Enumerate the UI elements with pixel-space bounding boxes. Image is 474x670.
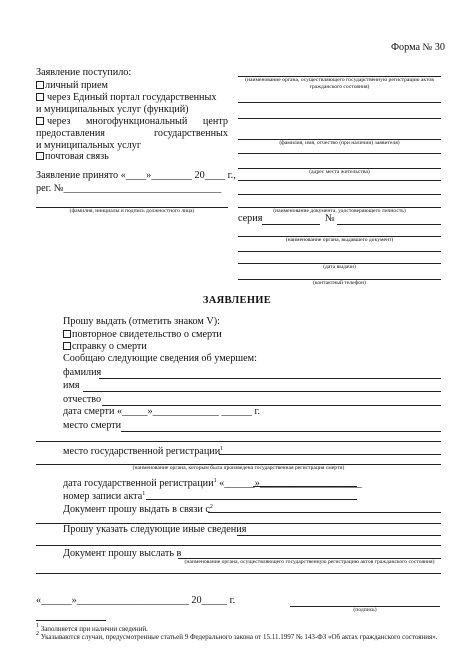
reg-organ-caption: (наименование органа, которым была произведена государственная регистрация смерти) [132,465,345,471]
number-input[interactable] [337,224,441,225]
send-to-input-2[interactable] [36,573,441,574]
death-place-input-2[interactable] [36,441,441,442]
official-caption: (фамилия, инициалы и подпись должностного лица) [69,208,195,214]
option-personal [36,80,108,92]
reg-date-footnote-mark: 1 [213,478,217,484]
surname-input[interactable] [99,378,441,379]
signature-date-line: «______»______________________ 20_____ г. [36,595,236,606]
name-label: имя [63,380,80,391]
footnote-2-mark: 2 [36,631,39,637]
signature-caption: (подпись) [353,607,377,613]
mfc-line2-text: предоставления государственных [36,128,228,139]
footnote-1-mark: 1 [36,623,39,629]
record-no-input[interactable] [146,499,357,500]
reason-footnote-mark: 2 [209,504,213,510]
checkbox-portal[interactable] [36,93,44,101]
reason-line [63,501,213,516]
organ-caption: (наименование органа, осуществляющего государственную регистрацию актов гражданского состояния) [245,77,434,90]
request-label: Прошу выдать (отметить знаком V): [63,316,220,327]
option-repeat-certificate-label: повторное свидетельство о смерти [72,329,222,340]
option-mfc [36,116,45,128]
series-label: серия [238,213,263,224]
option-portal-line2: и муниципальных услуг (функций) [36,104,189,115]
issuer-caption: (наименование органа, выдавшего документ) [285,237,394,243]
reg-organ-line[interactable] [36,464,441,465]
reg-place-footnote-mark: 1 [220,446,224,452]
form-number: Форма № 30 [391,42,445,53]
issuer-line-2[interactable] [238,251,441,252]
accepted-line: Заявление принято «____»________ 20____ г., [36,170,236,181]
send-to-label: Документ прошу выслать в [63,548,182,559]
record-no-footnote-mark: 1 [142,491,146,497]
mfc-word-3: центр [202,116,228,127]
reason-text: Документ прошу выдать в связи с [63,504,210,515]
other-info-label: Прошу указать следующие иные сведения [63,524,247,535]
surname-label: фамилия [63,367,102,378]
series-input[interactable] [262,224,320,225]
name-input[interactable] [83,391,441,392]
reg-place-text: место государственной регистрации [63,446,221,457]
option-mail [36,151,109,163]
applicant-line-3[interactable] [238,153,441,154]
footnote-2-text: Указываются случаи, предусмотренные статьей 9 Федерального закона от 15.11.1997 № 143-ФЗ «Об актах гражданского состояния». [40,633,438,641]
checkbox-mfc[interactable] [36,117,44,125]
option-portal [36,92,45,104]
other-info-input-2[interactable] [36,545,441,546]
received-label: Заявление поступило: [36,67,132,78]
reason-input[interactable] [208,512,441,513]
option-death-reference-label: справку о смерти [72,341,147,352]
option-portal-line1 [47,92,228,104]
option-mail-label: почтовая связь [45,151,109,162]
footnote-1-text: Заполняется при наличии сведений. [40,625,148,633]
applicant-caption: (фамилия, имя, отчество (при наличии) заявителя) [279,140,400,146]
form-title: ЗАЯВЛЕНИЕ [202,295,272,306]
applicant-line-1[interactable] [238,118,441,119]
option-personal-label: личный прием [45,80,108,91]
number-label: № [325,213,335,224]
death-date-line: дата смерти «_____»_____________ ______ г. [63,406,261,417]
send-to-caption: (наименование органа, осуществляющего государственную регистрацию актов гражданского состояния) [184,559,435,565]
death-place-input[interactable] [121,431,441,432]
reg-date-blank: «______»____________________ [219,478,362,489]
other-info-input[interactable] [237,535,441,536]
address-caption: (адрес места жительства) [309,169,370,175]
reg-date-text: дата государственной регистрации [63,478,214,489]
checkbox-mail[interactable] [36,152,44,160]
footnote-2 [36,630,441,642]
patronymic-label: отчество [63,394,102,405]
death-place-label: место смерти [63,420,122,431]
organ-line-2[interactable] [238,102,441,103]
option-death-reference [63,341,147,353]
phone-caption: (контактный телефон) [313,280,366,286]
checkbox-death-reference[interactable] [63,342,71,350]
option-mfc-line2 [36,128,228,140]
option-mfc-line3: и муниципальных услуг [36,140,142,151]
id-document-caption: (наименование документа, удостоверяющего личность) [273,208,406,214]
reg-date-year-input[interactable] [253,486,357,487]
checkbox-personal[interactable] [36,81,44,89]
address-line-3[interactable] [238,194,441,195]
option-portal-label-1: через Единый портал государственных [47,92,217,103]
info-label: Сообщаю следующие сведения об умершем: [63,353,257,364]
reg-place-input[interactable] [219,454,441,455]
reg-place-label [63,443,223,458]
checkbox-repeat-certificate[interactable] [63,330,71,338]
record-no-text: номер записи акта [63,491,143,502]
footnote-separator [36,620,106,621]
option-repeat-certificate [63,329,222,341]
reg-number-line: рег. №_______________________________ [36,183,222,194]
option-mfc-line1 [47,116,228,128]
mfc-word-1: через [47,116,71,127]
issue-date-caption: (дата выдачи) [323,264,356,270]
address-line-2[interactable] [238,180,441,181]
mfc-word-2: многофункциональный [85,116,188,127]
